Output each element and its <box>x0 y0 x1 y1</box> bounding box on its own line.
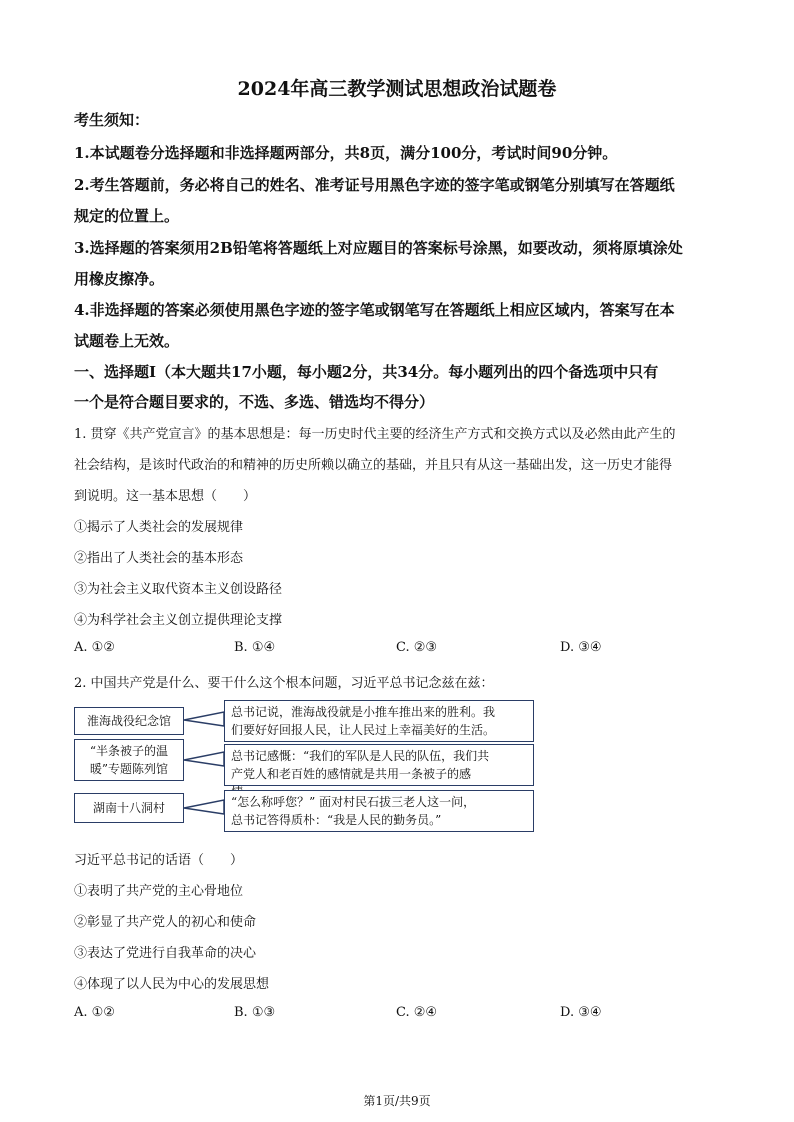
section-heading-cont: 一个是符合题目要求的，不选、多选、错选均不得分） <box>74 393 435 411</box>
notice-line: 2.考生答题前，务必将自己的姓名、准考证号用黑色字迹的签字笔或钢笔分别填写在答题纸 <box>74 176 675 194</box>
notice-line: 1.本试题卷分选择题和非选择题两部分，共8页，满分100分，考试时间90分钟。 <box>74 144 618 162</box>
notice-heading: 考生须知： <box>74 111 150 129</box>
page-title: 2024年高三教学测试思想政治试题卷 <box>237 78 557 100</box>
q2-option-c[interactable]: C. ②④ <box>396 1005 438 1020</box>
q2-statement: ④体现了以人民为中心的发展思想 <box>74 977 270 992</box>
diagram-quote-half-quilt <box>224 744 534 786</box>
diagram-quote-shibadong <box>224 790 534 832</box>
q1-statement: ③为社会主义取代资本主义创设路径 <box>74 582 283 597</box>
quote-line: 们要好好回报人民，让人民过上幸福美好的生活。 <box>231 723 496 737</box>
place-line: “半条被子的温 <box>89 744 169 758</box>
notice-line: 4.非选择题的答案必须使用黑色字迹的签字笔或钢笔写在答题纸上相应区域内，答案写在本 <box>74 301 675 319</box>
q1-statement: ①揭示了人类社会的发展规律 <box>74 520 244 535</box>
diagram-place-shibadong: 湖南十八洞村 <box>74 793 184 823</box>
q1-stem: 社会结构，是该时代政治的和精神的历史所赖以确立的基础，并且只有从这一基础出发，这一历史才能得 <box>74 458 673 473</box>
q1-option-b[interactable]: B. ①④ <box>234 640 276 655</box>
q1-option-d[interactable]: D. ③④ <box>560 640 602 655</box>
quote-line: 总书记感慨：“我们的军队是人民的队伍，我们共 <box>231 749 490 763</box>
q2-statement: ②彰显了共产党人的初心和使命 <box>74 915 257 930</box>
diagram-place-half-quilt <box>74 739 184 781</box>
q2-option-d[interactable]: D. ③④ <box>560 1005 602 1020</box>
page-number: 第1页/共9页 <box>363 1094 431 1108</box>
q2-option-a[interactable]: A. ①② <box>74 1005 115 1020</box>
q1-statement: ②指出了人类社会的基本形态 <box>74 551 244 566</box>
diagram-quote-huaihai <box>224 700 534 742</box>
notice-line: 用橡皮擦净。 <box>74 270 165 288</box>
q2-option-b[interactable]: B. ①③ <box>234 1005 276 1020</box>
q1-stem: 1. 贯穿《共产党宣言》的基本思想是：每一历史时代主要的经济生产方式和交换方式以及必然由此产生的 <box>74 427 676 442</box>
notice-line: 规定的位置上。 <box>74 207 180 225</box>
q1-stem: 到说明。这一基本思想（ ） <box>74 489 257 504</box>
q1-option-a[interactable]: A. ①② <box>74 640 115 655</box>
q1-statement: ④为科学社会主义创立提供理论支撑 <box>74 613 283 628</box>
q1-option-c[interactable]: C. ②③ <box>396 640 438 655</box>
quote-line: 总书记说，淮海战役就是小推车推出来的胜利。我 <box>231 705 496 719</box>
q2-statement: ①表明了共产党的主心骨地位 <box>74 884 244 899</box>
notice-line: 试题卷上无效。 <box>74 332 180 350</box>
quote-line: 产党人和老百姓的感情就是共用一条被子的感 <box>231 767 472 781</box>
diagram-place-huaihai: 淮海战役纪念馆 <box>74 707 184 735</box>
q2-prompt: 习近平总书记的话语（ ） <box>74 853 244 868</box>
q2-stem: 2. 中国共产党是什么、要干什么这个根本问题，习近平总书记念兹在兹： <box>74 676 494 691</box>
q2-statement: ③表达了党进行自我革命的决心 <box>74 946 257 961</box>
quote-line: 总书记答得质朴：“我是人民的勤务员。” <box>231 813 442 827</box>
place-line: 暖”专题陈列馆 <box>89 762 169 776</box>
section-heading: 一、选择题Ⅰ（本大题共17小题，每小题2分，共34分。每小题列出的四个备选项中只有 <box>74 363 659 381</box>
notice-line: 3.选择题的答案须用2B铅笔将答题纸上对应题目的答案标号涂黑，如要改动，须将原填涂处 <box>74 239 683 257</box>
quote-line: “怎么称呼您？” 面对村民石拔三老人这一问， <box>231 795 476 809</box>
